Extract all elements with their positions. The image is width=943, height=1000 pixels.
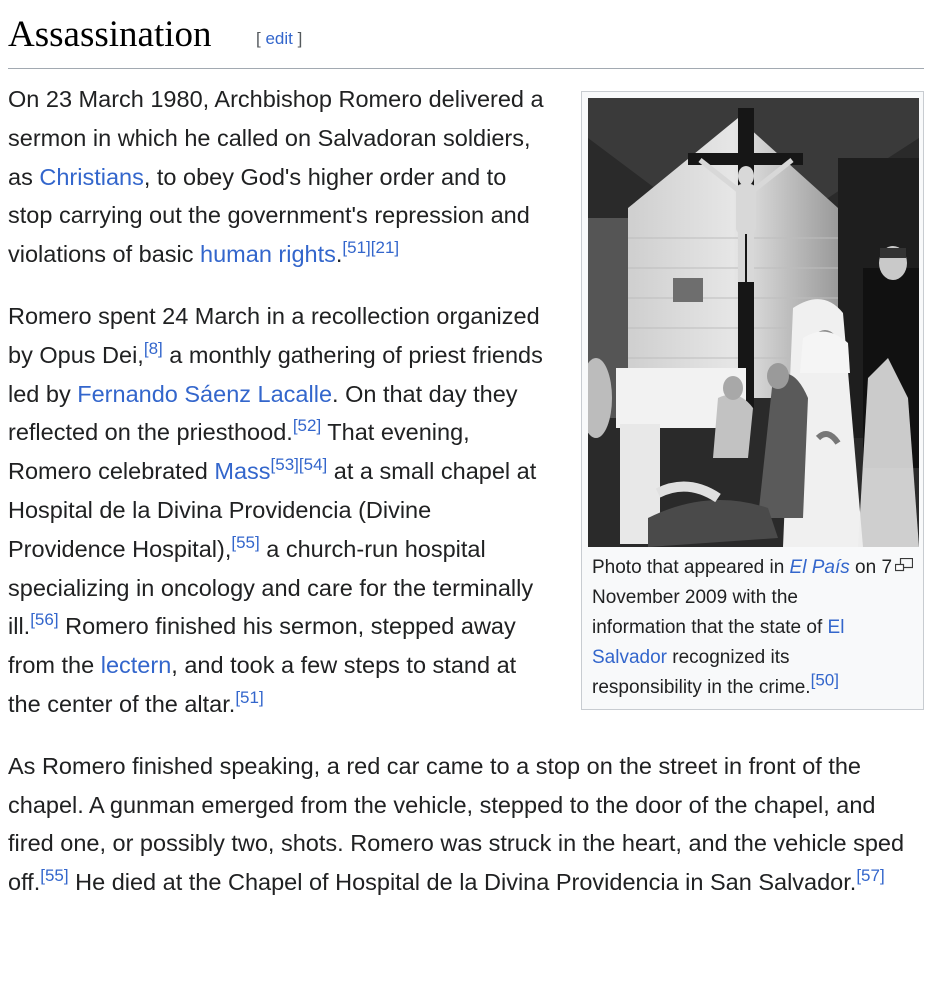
citation-53[interactable]: [53] <box>270 455 299 475</box>
paragraph-text: Romero finished his sermon, stepped away from the <box>8 613 516 679</box>
mass-link[interactable]: Mass <box>214 458 271 485</box>
figure-caption <box>592 553 892 703</box>
paragraph-text: at a small chapel at Hospital de la Divina Providencia (Divine Providence Hospital), <box>8 458 537 562</box>
enlarge-icon[interactable] <box>895 558 913 572</box>
paragraph-text: . <box>335 241 343 268</box>
edit-bracket-close: ] <box>297 29 303 48</box>
paragraph-text: As Romero finished speaking, a red car came to a stop on the street in front of the chapel. A gunman emerged from the vehicle, stepped to the door of the chapel, and fired one, or possibly two, shots. Romero was struck in the heart, and the vehicle sped off. <box>8 752 905 896</box>
reference <box>144 339 163 358</box>
el-salvador-link[interactable]: El Salvador <box>592 617 845 668</box>
paragraph-text: Romero spent 24 March in a recollection organized by Opus Dei, <box>8 302 540 368</box>
reference <box>811 671 839 690</box>
paragraph-text: He died at the Chapel of Hospital de la Divina Providencia in San Salvador. <box>68 869 857 896</box>
paragraph-3 <box>8 747 924 902</box>
edit-link[interactable]: edit <box>265 29 293 48</box>
chapel-photo-image <box>588 98 919 547</box>
paragraph-text: a church-run hospital specializing in oncology and care for the terminally ill. <box>8 535 534 640</box>
caption-text: recognized its responsibility in the crime. <box>592 647 811 698</box>
human-rights-link[interactable]: human rights <box>200 241 336 268</box>
paragraph-text: a monthly gathering of priest friends led by <box>8 341 543 407</box>
citation-51[interactable]: [51] <box>235 688 264 708</box>
reference <box>231 533 259 552</box>
lectern-link[interactable]: lectern <box>100 652 172 679</box>
reference <box>40 866 68 885</box>
citation-21[interactable]: [21] <box>370 238 400 258</box>
citation-55[interactable]: [55] <box>40 866 69 886</box>
paragraph-text: On 23 March 1980, Archbishop Romero delivered a sermon in which he called on Salvadoran soldiers, as <box>8 86 544 190</box>
edit-bracket-open: [ <box>256 29 261 48</box>
citation-55[interactable]: [55] <box>231 532 260 552</box>
christians-link[interactable]: Christians <box>39 163 144 190</box>
reference <box>30 611 58 630</box>
chapel-photo[interactable] <box>588 98 919 547</box>
edit-section <box>256 28 302 50</box>
citation-51[interactable]: [51] <box>342 238 371 258</box>
citation-50[interactable]: [50] <box>810 670 839 690</box>
fernando-saenz-lacalle-link[interactable]: Fernando Sáenz Lacalle <box>77 380 333 407</box>
paragraph-text: , to obey God's higher order and to stop carrying out the government's repression and violations of basic <box>8 163 530 268</box>
reference <box>342 238 399 257</box>
section-heading <box>8 12 924 69</box>
paragraph-text: , and took a few steps to stand at the center of the altar. <box>8 652 517 717</box>
reference <box>235 688 263 707</box>
citation-54[interactable]: [54] <box>298 455 328 475</box>
paragraph-text: That evening, Romero celebrated <box>8 419 470 485</box>
paragraph-text: . On that day they reflected on the priesthood. <box>8 380 518 446</box>
article-content <box>8 80 924 925</box>
citation-57[interactable]: [57] <box>856 866 885 886</box>
citation-8[interactable]: [8] <box>143 338 163 358</box>
caption-text: on 7 November 2009 with the information that the state of <box>592 557 893 638</box>
reference <box>271 455 328 474</box>
el-pais-link[interactable]: El País <box>789 557 850 578</box>
reference <box>293 417 321 436</box>
citation-52[interactable]: [52] <box>292 416 322 436</box>
caption-text: Photo that appeared in <box>592 557 790 578</box>
reference <box>856 866 884 885</box>
citation-56[interactable]: [56] <box>30 610 59 630</box>
figure-thumbnail <box>581 91 924 710</box>
section-title: Assassination <box>8 14 212 55</box>
